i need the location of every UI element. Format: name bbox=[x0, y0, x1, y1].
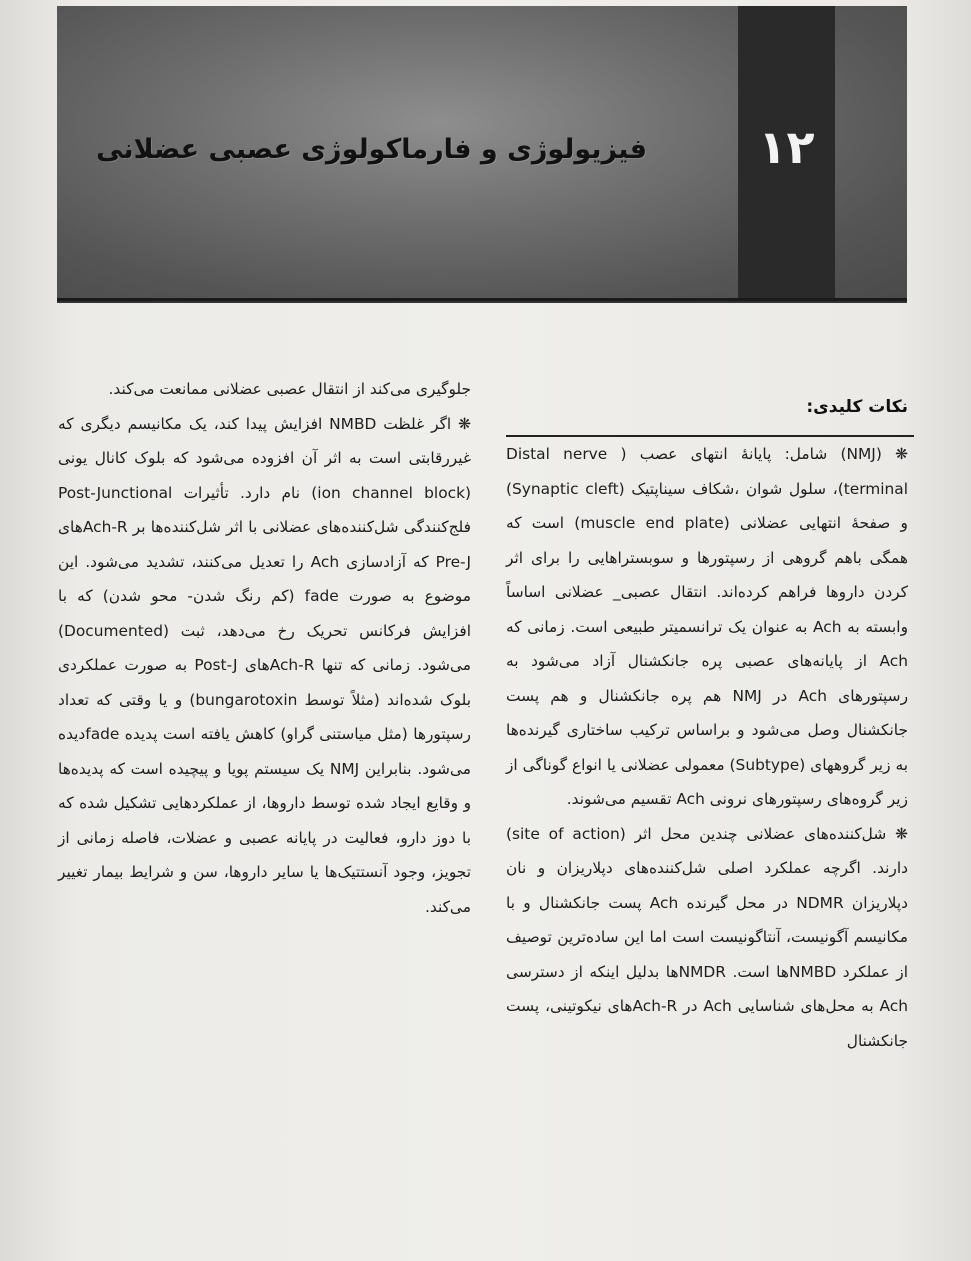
paragraph-site-of-action: ❋ شل‌کننده‌های عضلانی چندین محل اثر (site of action) دارند. اگرچه عملکرد اصلی شل‌کننده‌های دپلاریزان و نان دپلاریزان NDMR در محل گیرنده Ach پست جانکشنال و با مکانیسم آگونیست، آنتاگونیست است اما این ساده‌ترین توصیف از عملکرد NMBDها است. NMDRها بدلیل اینکه از دسترسی Ach به محل‌های شناسایی Ach در Ach-Rهای نیکوتینی، پست جانکشنال bbox=[506, 824, 909, 1050]
paragraph-continuation: جلوگیری می‌کند از انتقال عصبی عضلانی ممانعت می‌کند. bbox=[108, 380, 471, 398]
chapter-header-banner bbox=[57, 6, 907, 301]
key-points-heading: نکات کلیدی: bbox=[806, 397, 908, 417]
right-text-column bbox=[506, 437, 908, 1058]
left-text-column bbox=[58, 372, 471, 924]
chapter-number: ۱۲ bbox=[758, 120, 815, 174]
chapter-title: فیزیولوژی و فارماکولوژی عصبی عضلانی bbox=[96, 134, 647, 165]
paragraph-nmj-description: ❋ (NMJ) شامل: پایانهٔ انتهای عصب ( Distal nerve terminal)، سلول شوان ،شکاف سیناپتیک (Synaptic cleft) و صفحهٔ انتهایی عضلانی (muscle end plate) است که همگی باهم گروهی از رسپتورها و سوبستراهایی را برای اثر کردن داروها فراهم کرده‌اند. انتقال عصبی_ عضلانی اساساً وابسته به Ach به عنوان یک ترانسمیتر طبیعی است. زمانی که Ach از پایانه‌های عصبی پره جانکشنال آزاد می‌شود به رسپتورهای Ach در NMJ هم پره جانکشنال و هم پست جانکشنال وصل می‌شود و براساس ترکیب ساختاری گیرنده‌ها به زیر گروههای (Subtype) معمولی عضلانی یا انواع گوناگی از زیر گروه‌های رسپتورهای نرونی Ach تقسیم می‌شوند. bbox=[506, 445, 909, 808]
paragraph-ion-channel-block: ❋ اگر غلظت NMBD افزایش پیدا کند، یک مکانیسم دیگری که غیررقابتی است به اثر آن افزوده می‌شود که بلوک کانال یونی (ion channel block) نام دارد. تأثیرات Post-Junctional فلج‌کنندگی شل‌کننده‌های عضلانی با اثر شل‌کننده‌ها بر Ach-Rهای Pre-J که آزادسازی Ach را تعدیل می‌کنند، تشدید می‌شود. این موضوع به صورت fade (کم رنگ شدن- محو شدن) که با افزایش فرکانس تحریک رخ می‌دهد، ثبت (Documented) می‌شود. زمانی که تنها Ach-Rهای Post-J به صورت عملکردی بلوک شده‌اند (مثلاً توسط bungarotoxin) و یا وقتی که تعداد رسپتورها (مثل میاستنی گراو) کاهش یافته است پدیده fadeدیده می‌شود. بنابراین NMJ یک سیستم پویا و پیچیده است که پدیده‌ها و وقایع ایجاد شده توسط داروها، از عملکردهایی تشکیل شده که با دوز دارو، فعالیت در پایانه عصبی و عضلات، فاصله زمانی از تجویز، وجود آنستتیک‌ها یا سایر داروها، سن و شرایط بیمار تغییر می‌کند. bbox=[58, 414, 471, 916]
